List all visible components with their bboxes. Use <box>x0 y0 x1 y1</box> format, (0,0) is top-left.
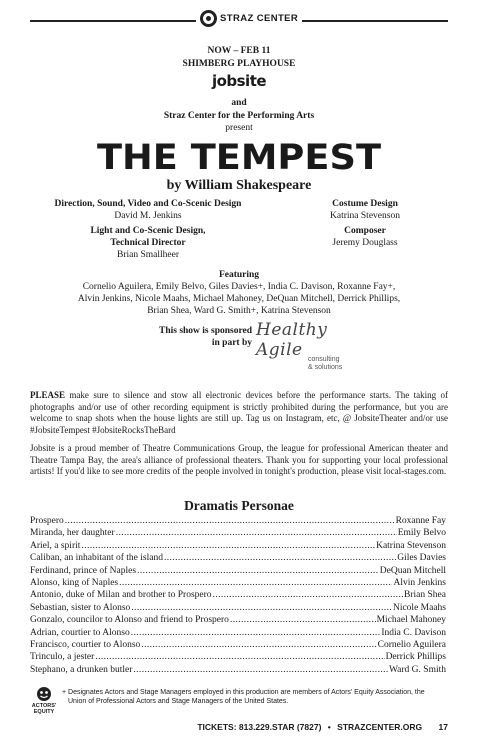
actor-name: Katrina Stevenson <box>376 540 446 551</box>
featuring-line: Alvin Jenkins, Nicole Maahs, Michael Mahoney, DeQuan Mitchell, Derrick Phillips, <box>77 294 401 304</box>
character-name: Trinculo, a jester <box>30 652 95 663</box>
cast-row <box>30 515 446 527</box>
cast-row <box>30 651 446 663</box>
character-name: Francisco, courtier to Alonso <box>30 640 141 650</box>
cast-row <box>30 614 446 626</box>
website-link[interactable]: STRAZCENTER.ORG <box>337 722 423 732</box>
actors-equity-logo: ACTORS' EQUITY <box>30 686 60 718</box>
actor-name: Derrick Phillips <box>385 652 446 663</box>
cast-row <box>30 627 446 639</box>
venue: SHIMBERG PLAYHOUSE <box>182 59 296 69</box>
equity-mask-icon <box>36 686 52 702</box>
straz-center-logo: STRAZ CENTER <box>196 10 302 27</box>
leader-dots <box>131 602 392 614</box>
character-name: Prospero <box>30 516 64 526</box>
character-name: Ferdinand, prince of Naples <box>30 565 137 576</box>
actor-name: Giles Davies <box>397 553 446 564</box>
actor-name: Alvin Jenkins <box>393 578 446 588</box>
healthy-agile-logo: Healthy Agile consulting & solutions <box>256 320 343 371</box>
leader-dots <box>137 565 379 577</box>
presenter: Straz Center for the Performing Arts <box>163 111 315 121</box>
character-name: Stephano, a drunken butler <box>30 664 133 675</box>
character-name: Miranda, her daughter <box>30 528 115 539</box>
featuring-heading: Featuring <box>218 270 260 280</box>
leader-dots <box>95 651 384 663</box>
credit-role: Light and Co-Scenic Design, <box>90 226 206 236</box>
actor-name: Cornelio Aguilera <box>377 640 446 650</box>
leader-dots <box>164 552 396 564</box>
actor-name: DeQuan Mitchell <box>379 565 446 576</box>
equity-footnote: + Designates Actors and Stage Managers employed in this production are members of Actors' Equity Association, the Union of Professional Actors and Stage Managers of the United States. <box>62 689 425 705</box>
page-number: 17 <box>438 722 448 732</box>
character-name: Adrian, courtier to Alonso <box>30 627 130 638</box>
actor-name: India C. Davison <box>381 627 446 638</box>
byline: by William Shakespeare <box>166 178 312 193</box>
actor-name: Nicole Maahs <box>392 602 446 613</box>
cast-row <box>30 527 446 539</box>
leader-dots <box>141 639 376 651</box>
phone-notice: PLEASE make sure to silence and stow all electronic devices before the performance starts. The taking of photographs and/or use of other recording equipment is strictly prohibited during the performance, but you are welcome to snap shots when the house lights are still up. Tag us on Instagram, etc, @ JobsiteTheater and/or use #JobsiteTempest #JobsiteRocksTheBard <box>30 390 448 435</box>
cast-row <box>30 577 446 589</box>
tickets-info: TICKETS: 813.229.STAR (7827) <box>197 722 322 732</box>
credit-role: Composer <box>344 226 386 236</box>
dramatis-heading: Dramatis Personae <box>184 498 294 513</box>
credits-right <box>290 198 440 249</box>
character-name: Antonio, duke of Milan and brother to Prospero <box>30 590 212 601</box>
header-rule-right <box>280 20 448 22</box>
leader-dots <box>133 664 388 676</box>
straz-ring-icon <box>200 10 217 27</box>
leader-dots <box>131 627 381 639</box>
actor-name: Ward G. Smith <box>388 664 446 675</box>
leader-dots <box>213 589 404 601</box>
dates: NOW – FEB 11 <box>207 46 271 56</box>
credits-left <box>28 198 268 261</box>
credit-role: Costume Design <box>332 199 398 209</box>
page-header <box>0 6 478 46</box>
membership-notice: Jobsite is a proud member of Theatre Communications Group, the league for professional American theater and Theatre Tampa Bay, the area's alliance of professional theaters. Thank you for supporting your local professional artists! If you'd like to see more credits of the people involved in tonight's production, please visit local-stages.com. <box>30 443 448 477</box>
featuring <box>0 269 478 317</box>
cast-row <box>30 565 446 577</box>
and-text: and <box>231 98 247 108</box>
character-name: Alonso, king of Naples <box>30 578 119 588</box>
actor-name: Emily Belvo <box>397 528 446 539</box>
credit-name: Jeremy Douglass <box>332 238 398 248</box>
featuring-line: Brian Shea, Ward G. Smith+, Katrina Stevenson <box>147 306 331 316</box>
actor-name: Roxanne Fay <box>395 516 446 526</box>
page-footer: TICKETS: 813.229.STAR (7827) • STRAZCENTER.ORG 17 <box>197 722 448 732</box>
header-rule-left <box>30 20 220 22</box>
credit-name: Brian Smallheer <box>117 250 179 260</box>
present-text: present <box>225 123 253 133</box>
leader-dots <box>230 614 376 626</box>
cast-row <box>30 540 446 552</box>
sponsor-text: This show is sponsored in part by <box>158 326 252 348</box>
leader-dots <box>81 540 375 552</box>
character-name: Sebastian, sister to Alonso <box>30 602 131 613</box>
show-title-wrap <box>0 138 478 178</box>
cast-row <box>30 602 446 614</box>
cast-row <box>30 639 446 651</box>
featuring-line: Cornelio Aguilera, Emily Belvo, Giles Davies+, India C. Davison, Roxanne Fay+, <box>82 282 396 292</box>
character-name: Gonzalo, councilor to Alonso and friend to Prospero <box>30 615 229 626</box>
character-name: Ariel, a spirit <box>30 540 81 551</box>
show-title: THE TEMPEST <box>96 138 382 178</box>
credit-name: Katrina Stevenson <box>330 211 400 221</box>
leader-dots <box>119 577 392 589</box>
credit-role: Direction, Sound, Video and Co-Scenic Design <box>54 199 242 209</box>
actor-name: Michael Mahoney <box>376 615 446 626</box>
jobsite-logo: jobsite <box>211 72 267 90</box>
leader-dots <box>65 515 395 527</box>
credit-name: David M. Jenkins <box>114 211 182 221</box>
actor-name: Brian Shea <box>404 590 446 601</box>
leader-dots <box>116 527 397 539</box>
credit-role: Technical Director <box>110 238 186 248</box>
character-name: Caliban, an inhabitant of the island <box>30 553 163 564</box>
cast-row <box>30 552 446 564</box>
cast-row <box>30 664 446 676</box>
cast-row <box>30 589 446 601</box>
